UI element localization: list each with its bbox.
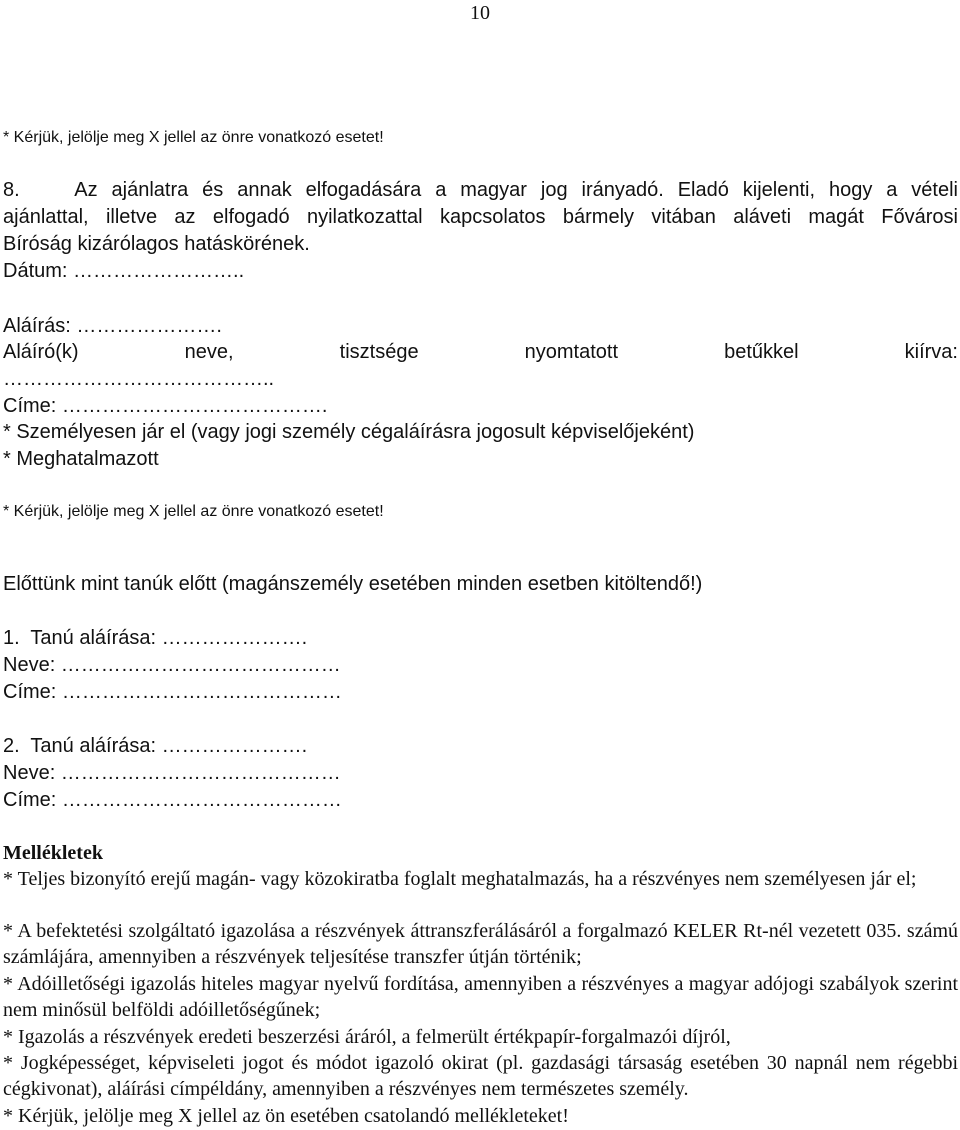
witness-heading: Előttünk mint tanúk előtt (magánszemély esetében minden esetben kitöltendő!) bbox=[3, 573, 703, 595]
attachment-item-3: * Adóilletőségi igazolás hiteles magyar nyelvű fordítása, amennyiben a részvényes a magyar adójogi szabályok szerint nem minősül belföldi adóilletőségűnek; bbox=[3, 973, 958, 1021]
witness1-address: Címe: …………………………………… bbox=[3, 681, 342, 703]
witness1-signature: 1. Tanú aláírása: …………………. bbox=[3, 627, 308, 649]
witness2-name: Neve: …………………………………… bbox=[3, 762, 341, 784]
option-personal: * Személyesen jár el (vagy jogi személy cégaláírásra jogosult képviselőjeként) bbox=[3, 421, 695, 443]
note-top: * Kérjük, jelölje meg X jellel az önre vonatkozó esetet! bbox=[3, 129, 384, 146]
page-number: 10 bbox=[470, 2, 490, 24]
note-mid: * Kérjük, jelölje meg X jellel az önre vonatkozó esetet! bbox=[3, 503, 384, 520]
witness1-name: Neve: …………………………………… bbox=[3, 654, 341, 676]
witness2-address: Címe: …………………………………… bbox=[3, 789, 342, 811]
address-field: Címe: …………………………………. bbox=[3, 395, 328, 417]
signer-name-text: Aláíró(k) neve, tisztsége nyomtatott betűkkel kiírva: bbox=[3, 341, 958, 363]
signer-name-label bbox=[3, 339, 958, 365]
signature-field: Aláírás: …………………. bbox=[3, 315, 222, 337]
attachment-item-4: * Igazolás a részvények eredeti beszerzési áráról, a felmerült értékpapír-forgalmazói díjról, bbox=[3, 1026, 731, 1048]
attachment-item-5: * Jogképességet, képviseleti jogot és módot igazoló okirat (pl. gazdasági társaság esetében 30 napnál nem régebbi cégkivonat), aláírási címpéldány, amennyiben a részvényes nem természetes személy. bbox=[3, 1052, 958, 1100]
attachment-item-6: * Kérjük, jelölje meg X jellel az ön esetében csatolandó mellékleteket! bbox=[3, 1105, 569, 1127]
section8-line1: 8. Az ajánlatra és annak elfogadására a magyar jog irányadó. Eladó kijelenti, hogy a vételi bbox=[3, 179, 958, 201]
option-authorized: * Meghatalmazott bbox=[3, 448, 159, 470]
signer-dots-line: ………………………………….. bbox=[3, 368, 275, 390]
section8-line2: ajánlattal, illetve az elfogadó nyilatkozattal kapcsolatos bármely vitában aláveti magát Fővárosi bbox=[3, 206, 958, 228]
attachment-item-1: * Teljes bizonyító erejű magán- vagy közokiratba foglalt meghatalmazás, ha a részvényes nem személyesen jár el; bbox=[3, 868, 917, 890]
attachment-item-2: * A befektetési szolgáltató igazolása a részvények áttranszferálásáról a forgalmazó KELER Rt-nél vezetett 035. számú számlájára, amennyiben a részvények teljesítése transzfer útján történik; bbox=[3, 920, 958, 968]
section8-line3: Bíróság kizárólagos hatáskörének. bbox=[3, 233, 310, 255]
date-field: Dátum: …………………….. bbox=[3, 260, 245, 282]
witness2-signature: 2. Tanú aláírása: …………………. bbox=[3, 735, 308, 757]
attachments-title: Mellékletek bbox=[3, 842, 103, 864]
